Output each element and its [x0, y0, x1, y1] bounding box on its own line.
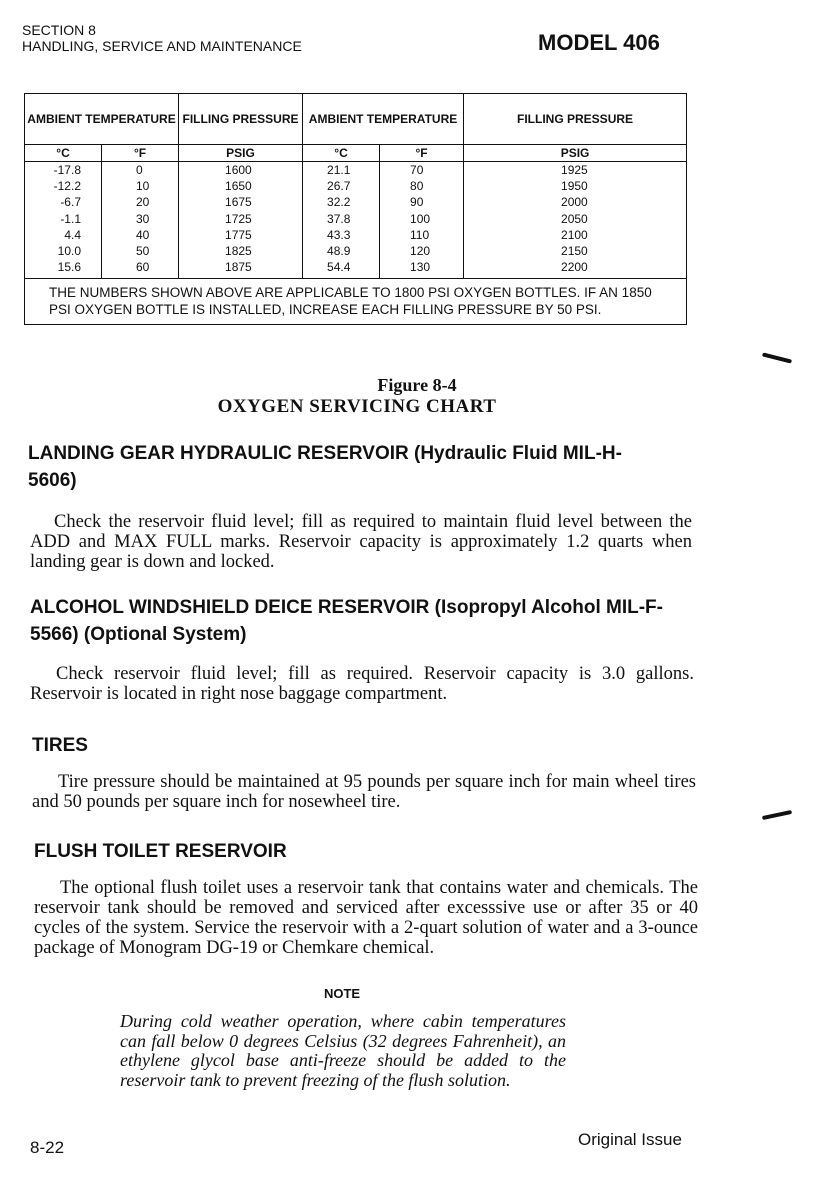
unit-psig-right: PSIG: [464, 145, 687, 162]
header-filling-pressure-right: FILLING PRESSURE: [464, 94, 687, 145]
table-cell-value: 1650: [225, 179, 252, 194]
header-ambient-temp-left: AMBIENT TEMPERATURE: [25, 94, 179, 145]
table-cell-value: 48.9: [327, 244, 351, 259]
table-cell-value: -17.8: [53, 163, 81, 177]
table-cell-value: 2150: [561, 244, 588, 259]
table-cell-value: 1600: [225, 163, 252, 177]
table-cell-value: 0: [136, 163, 143, 177]
table-cell-value: 110: [410, 227, 430, 242]
paragraph-flush-toilet-reservoir: The optional flush toilet uses a reservoir tank that contains water and chemicals. The reservoir tank should be removed and serviced after excesssive use or after 35 or 40 cycles of the system. Service the reservoir with a 2-quart solution of water and a 3-ounce package of Monogram DG-19 or Chemkare chemical.: [34, 878, 698, 958]
table-cell-value: 30: [136, 211, 150, 226]
table-cell-value: 90: [410, 195, 424, 210]
unit-f-left: °F: [102, 145, 179, 162]
column-right-f: [380, 162, 463, 275]
table-cell-value: 10: [136, 179, 150, 194]
table-cell-value: 40: [136, 227, 150, 242]
heading-flush-toilet-reservoir: FLUSH TOILET RESERVOIR: [34, 841, 287, 862]
table-cell-value: 43.3: [327, 227, 351, 242]
paragraph-alcohol-deice-reservoir: Check reservoir fluid level; fill as required. Reservoir capacity is 3.0 gallons. Reservoir is located in right nose baggage compartment.: [30, 664, 694, 704]
table-cell-value: -1.1: [60, 211, 81, 226]
column-left-c: [25, 162, 101, 275]
table-cell-value: 54.4: [327, 260, 351, 275]
table-cell-value: 21.1: [327, 163, 351, 177]
table-cell-value: 2200: [561, 260, 588, 275]
model-title: MODEL 406: [538, 30, 660, 55]
note-text: During cold weather operation, where cabin temperatures can fall below 0 degrees Celsius (32 degrees Fahrenheit), an ethylene glycol base anti-freeze should be added to the reservoir tank to prevent freezing of the flush solution.: [120, 1011, 566, 1090]
section-header: [22, 22, 302, 54]
change-bar-mark: [762, 352, 792, 363]
issue-label: Original Issue: [578, 1130, 682, 1149]
table-cell-value: 20: [136, 195, 150, 210]
table-cell-value: 70: [410, 163, 424, 177]
table-cell-value: 60: [136, 260, 150, 275]
table-cell-value: 15.6: [57, 260, 81, 275]
table-cell-value: 100: [410, 211, 431, 226]
unit-psig-left: PSIG: [179, 145, 303, 162]
table-cell-value: 10.0: [57, 244, 81, 259]
section-subtitle: HANDLING, SERVICE AND MAINTENANCE: [22, 38, 302, 54]
table-cell-value: 1825: [225, 244, 252, 259]
table-cell-value: -12.2: [53, 179, 81, 194]
page-number: 8-22: [30, 1138, 65, 1157]
table-cell-value: 1925: [561, 163, 588, 177]
column-right-c: [303, 162, 379, 275]
table-cell-value: 80: [410, 179, 424, 194]
table-cell-value: 1775: [225, 227, 252, 242]
heading-alcohol-deice-reservoir: ALCOHOL WINDSHIELD DEICE RESERVOIR (Isopropyl Alcohol MIL-F-5566) (Optional System): [30, 597, 663, 645]
figure-number: Figure 8-4: [377, 375, 457, 395]
table-cell-value: 2000: [561, 195, 588, 210]
table-cell-value: 4.4: [64, 227, 81, 242]
table-cell-value: 120: [410, 244, 431, 259]
figure-title: OXYGEN SERVICING CHART: [217, 396, 497, 417]
column-left-f: [102, 162, 178, 275]
change-bar-mark: [762, 810, 792, 820]
table-cell-value: 130: [410, 260, 431, 275]
paragraph-tires: Tire pressure should be maintained at 95 pounds per square inch for main wheel tires and 50 pounds per square inch for nosewheel tire.: [32, 772, 696, 812]
table-cell-value: 2050: [561, 211, 588, 226]
unit-c-left: °C: [25, 145, 102, 162]
header-filling-pressure-left: FILLING PRESSURE: [179, 94, 303, 145]
heading-landing-gear-reservoir: LANDING GEAR HYDRAULIC RESERVOIR (Hydraulic Fluid MIL-H-5606): [28, 443, 622, 491]
paragraph-landing-gear-reservoir: Check the reservoir fluid level; fill as required to maintain fluid level between the ADD and MAX FULL marks. Reservoir capacity is approximately 1.2 quarts when landing gear is down and locked.: [30, 512, 692, 572]
header-ambient-temp-right: AMBIENT TEMPERATURE: [303, 94, 464, 145]
table-cell-value: 26.7: [327, 179, 351, 194]
heading-tires: TIRES: [32, 735, 88, 756]
table-cell-value: 2100: [561, 227, 588, 242]
column-right-psig: [464, 162, 686, 275]
table-cell-value: 1725: [225, 211, 252, 226]
table-cell-value: 1950: [561, 179, 588, 194]
table-cell-value: 1875: [225, 260, 252, 275]
table-cell-value: 37.8: [327, 211, 351, 226]
note-label: NOTE: [323, 986, 361, 1001]
unit-c-right: °C: [303, 145, 380, 162]
oxygen-servicing-table: [24, 93, 687, 325]
table-cell-value: 50: [136, 244, 150, 259]
unit-f-right: °F: [380, 145, 464, 162]
section-number: SECTION 8: [22, 22, 96, 38]
table-cell-value: 32.2: [327, 195, 351, 210]
table-cell-value: -6.7: [60, 195, 81, 210]
table-cell-value: 1675: [225, 195, 252, 210]
column-left-psig: [179, 162, 302, 275]
table-note: THE NUMBERS SHOWN ABOVE ARE APPLICABLE TO 1800 PSI OXYGEN BOTTLES. IF AN 1850 PSI OXYGEN BOTTLE IS INSTALLED, INCREASE EACH FILLING PRESSURE BY 50 PSI.: [25, 279, 687, 325]
